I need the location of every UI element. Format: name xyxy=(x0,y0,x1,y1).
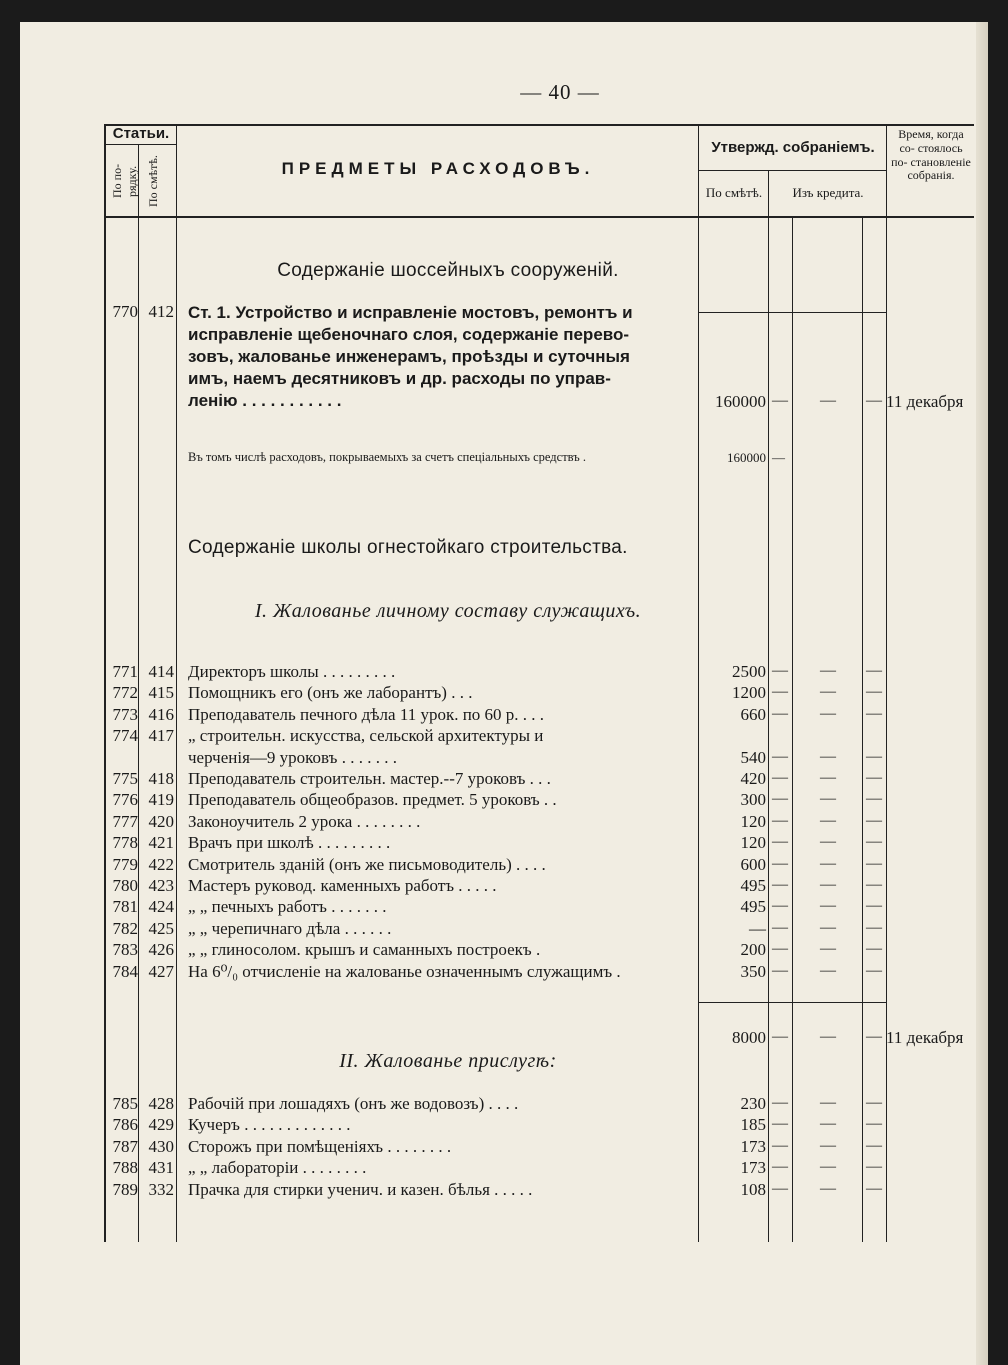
row-description: „ „ черепичнаго дѣла . . . . . . xyxy=(188,918,392,938)
row-number: 771 xyxy=(112,662,138,681)
row-number: 774 xyxy=(112,726,138,746)
row-estimate-number: 414 xyxy=(148,662,174,681)
desc-line: исправленіе щебеночнаго слоя, содержаніе перево- xyxy=(188,325,630,344)
dash: — xyxy=(866,662,882,679)
section1-note: Въ томъ числѣ расходовъ, покрываемыхъ за счетъ спеціальныхъ средствъ . xyxy=(188,450,586,464)
table-row xyxy=(20,790,988,811)
row-estimate-number: 417 xyxy=(148,726,174,746)
row-number: 786 xyxy=(112,1115,138,1135)
table-row xyxy=(20,962,988,983)
row-estimate-number: 423 xyxy=(148,876,174,895)
row-description: Преподаватель строительн. мастер.--7 уроковъ . . . xyxy=(188,769,551,788)
dash: — xyxy=(820,897,836,915)
row-description: „ строительн. искусства, сельской архитектуры и xyxy=(188,726,544,746)
row-amount: 120 xyxy=(740,833,766,853)
dash: — xyxy=(772,769,788,786)
row-description: Рабочій при лошадяхъ (онъ же водовозъ) . . . . xyxy=(188,1094,519,1113)
dash: — xyxy=(866,833,882,851)
dash: — xyxy=(866,1094,882,1111)
dash: — xyxy=(820,1115,836,1133)
row-description: На 6⁰/₀ отчисленіе на жалованье означеннымъ служащимъ . xyxy=(188,961,621,981)
row-amount: 173 xyxy=(740,1158,766,1178)
dash: — xyxy=(820,790,836,808)
table-row xyxy=(20,769,988,790)
dash: — xyxy=(820,1158,836,1176)
header-predmety: ПРЕДМЕТЫ РАСХОДОВЪ. xyxy=(281,159,595,178)
dash: — xyxy=(866,961,882,979)
row-amount: 230 xyxy=(740,1094,766,1113)
row-number: 785 xyxy=(112,1094,138,1113)
dash: — xyxy=(772,1136,788,1154)
table-row xyxy=(20,940,988,961)
row-number: 773 xyxy=(112,704,138,724)
dash: — xyxy=(772,1158,788,1176)
dash: — xyxy=(772,704,788,722)
dash: — xyxy=(772,662,788,679)
table-row xyxy=(20,1180,988,1201)
row-description: Директоръ школы . . . . . . . . . xyxy=(188,662,396,681)
dash: — xyxy=(772,854,788,872)
row-amount: — xyxy=(749,918,766,938)
dash: — xyxy=(866,811,882,829)
subsection-staff-salaries: I. Жалованье личному составу служащихъ. xyxy=(254,600,642,622)
row-amount: 540 xyxy=(740,747,766,767)
row-estimate-number: 332 xyxy=(148,1179,174,1199)
row-estimate-number: 424 xyxy=(148,897,174,917)
table-row xyxy=(20,1115,988,1136)
dash: — xyxy=(772,918,788,936)
header-po-smete: По смѣтѣ. xyxy=(146,155,160,207)
table-row xyxy=(20,705,988,726)
header-iz-kredita: Изъ кредита. xyxy=(792,185,864,200)
dash: — xyxy=(866,918,882,936)
desc-line: Ст. 1. Устройство и исправленіе мостовъ, ремонтъ и xyxy=(188,303,633,322)
dash: — xyxy=(866,897,882,915)
dash: — xyxy=(772,747,788,765)
dash: — xyxy=(772,1115,788,1133)
dash: — xyxy=(820,704,836,722)
desc-line: ленію . . . . . . . . . . . xyxy=(188,391,342,410)
header-po-smete-col: По смѣтѣ. xyxy=(705,185,763,200)
dash: — xyxy=(820,769,836,786)
section-title-roads: Содержаніе шоссейныхъ сооруженій. xyxy=(277,260,619,281)
row-estimate-number: 416 xyxy=(148,704,174,724)
row-amount: 108 xyxy=(740,1179,766,1199)
dash: — xyxy=(820,747,836,765)
dash: — xyxy=(820,918,836,936)
dash: — xyxy=(866,1179,882,1197)
desc-line: зовъ, жалованье инженерамъ, проѣзды и суточныя xyxy=(188,347,630,366)
row-amount: 200 xyxy=(740,940,766,960)
dash: — xyxy=(820,1179,836,1197)
row-number: 782 xyxy=(112,918,138,938)
row-number: 784 xyxy=(112,961,138,981)
table-top-rule xyxy=(104,124,974,126)
dash: — xyxy=(866,392,882,409)
dash: — xyxy=(820,1136,836,1154)
row-number: 787 xyxy=(112,1136,138,1156)
row-estimate-number: 430 xyxy=(148,1136,174,1156)
dash: — xyxy=(866,747,882,765)
header-bottom-rule xyxy=(104,216,974,218)
row-description: Сторожъ при помѣщеніяхъ . . . . . . . . xyxy=(188,1136,452,1156)
row-description: черченія—9 уроковъ . . . . . . . xyxy=(188,747,397,767)
page-number: — 40 — xyxy=(520,80,600,104)
row-number: 781 xyxy=(112,897,138,917)
row-number: 779 xyxy=(112,854,138,874)
row-estimate-number: 420 xyxy=(148,811,174,831)
row-number: 770 xyxy=(112,302,138,321)
row-number: 775 xyxy=(112,769,138,788)
dash: — xyxy=(772,940,788,958)
dash: — xyxy=(772,392,788,409)
row-number: 777 xyxy=(112,811,138,831)
row-description: Преподаватель печного дѣла 11 урок. по 60 р. . . . xyxy=(188,704,545,724)
dash: — xyxy=(866,1158,882,1176)
table-row xyxy=(20,683,988,704)
row-amount: 350 xyxy=(740,961,766,981)
row-amount: 2500 xyxy=(732,662,766,681)
row-description: Прачка для стирки ученич. и казен. бѣлья . . . . . xyxy=(188,1179,533,1199)
row-estimate-number: 421 xyxy=(148,833,174,853)
dash: — xyxy=(772,876,788,893)
row-amount: 495 xyxy=(740,876,766,895)
dash: — xyxy=(772,961,788,979)
dash: — xyxy=(820,833,836,851)
dash: — xyxy=(866,1115,882,1133)
row-amount: 495 xyxy=(740,897,766,917)
row-estimate-number: 425 xyxy=(148,918,174,938)
row-amount: 420 xyxy=(740,769,766,788)
dash: — xyxy=(866,854,882,872)
row-amount: 1200 xyxy=(732,683,766,703)
header-po-poryadku: По по- рядку. xyxy=(110,163,139,199)
row-number: 772 xyxy=(112,683,138,703)
row-estimate-number: 412 xyxy=(148,302,174,321)
dash: — xyxy=(820,876,836,893)
header-vremya: Время, когда со- стоялось по- становленіе собранія. xyxy=(891,127,971,183)
row-amount: 120 xyxy=(740,811,766,831)
row-description: „ „ печныхъ работъ . . . . . . . xyxy=(188,897,387,917)
row-estimate-number: 426 xyxy=(148,940,174,960)
item-770-date: 11 декабря xyxy=(886,392,964,411)
subsection-servants-salaries: II. Жалованье прислугѣ: xyxy=(339,1050,557,1072)
row-amount: 300 xyxy=(740,790,766,810)
dash: — xyxy=(820,854,836,872)
row-number: 780 xyxy=(112,876,138,895)
row-description: Мастеръ руковод. каменныхъ работъ . . . . . xyxy=(188,876,497,895)
row-amount: 173 xyxy=(740,1136,766,1156)
dash: — xyxy=(820,683,836,701)
row-estimate-number: 427 xyxy=(148,961,174,981)
dash: — xyxy=(866,790,882,808)
dash: — xyxy=(772,1094,788,1111)
utverzhd-underline xyxy=(698,170,886,171)
section-title-school: Содержаніе школы огнестойкаго строительства. xyxy=(188,537,628,558)
dash: — xyxy=(866,769,882,786)
header-utverzhd: Утвержд. собраніемъ. xyxy=(711,139,875,156)
row-description: „ „ глиносолом. крышъ и саманныхъ построекъ . xyxy=(188,940,541,960)
row-description: Кучеръ . . . . . . . . . . . . . xyxy=(188,1115,351,1135)
row-number: 783 xyxy=(112,940,138,960)
table-row xyxy=(20,833,988,854)
dash: — xyxy=(820,1094,836,1111)
row-estimate-number: 422 xyxy=(148,854,174,874)
table-row xyxy=(20,919,988,940)
row-description: Преподаватель общеобразов. предмет. 5 уроковъ . . xyxy=(188,790,557,810)
subtotal-staff-date: 11 декабря xyxy=(886,1028,964,1047)
row-estimate-number: 428 xyxy=(148,1094,174,1113)
table-row xyxy=(20,1158,988,1179)
row-number: 776 xyxy=(112,790,138,810)
table-row xyxy=(20,812,988,833)
row-estimate-number: 429 xyxy=(148,1115,174,1135)
dash: — xyxy=(772,683,788,701)
dash: — xyxy=(820,961,836,979)
row-number: 778 xyxy=(112,833,138,853)
dash: — xyxy=(820,1028,836,1045)
dash: — xyxy=(772,1179,788,1197)
dash: — xyxy=(820,811,836,829)
row-amount: 660 xyxy=(740,704,766,724)
row-estimate-number: 419 xyxy=(148,790,174,810)
item-770-amount: 160000 xyxy=(715,392,766,411)
dash: — xyxy=(866,683,882,701)
dash: — xyxy=(820,940,836,958)
statyi-underline xyxy=(104,144,176,145)
subtotal-staff: 8000 xyxy=(732,1028,766,1047)
table-row xyxy=(20,1137,988,1158)
row-estimate-number: 431 xyxy=(148,1158,174,1178)
desc-line: имъ, наемъ десятниковъ и др. расходы по управ- xyxy=(188,369,611,388)
row-description: „ „ лабораторіи . . . . . . . . xyxy=(188,1158,367,1178)
row-description: Помощникъ его (онъ же лаборантъ) . . . xyxy=(188,683,473,703)
table-row xyxy=(20,662,988,683)
header-statyi: Статьи. xyxy=(112,125,170,142)
dash: — xyxy=(772,833,788,851)
dash: — xyxy=(820,392,836,409)
dash: — xyxy=(866,1136,882,1154)
table-row xyxy=(20,726,988,747)
table-row xyxy=(20,897,988,918)
dash: — xyxy=(772,450,785,465)
table-row xyxy=(20,1094,988,1115)
table-row xyxy=(20,876,988,897)
dash: — xyxy=(866,940,882,958)
row-estimate-number: 418 xyxy=(148,769,174,788)
row-estimate-number: 415 xyxy=(148,683,174,703)
dash: — xyxy=(772,1028,788,1045)
dash: — xyxy=(772,790,788,808)
dash: — xyxy=(772,897,788,915)
item-770-description xyxy=(188,302,698,412)
row-number: 789 xyxy=(112,1179,138,1199)
row-description: Врачъ при школѣ . . . . . . . . . xyxy=(188,833,391,853)
row-amount: 185 xyxy=(740,1115,766,1135)
dash: — xyxy=(772,811,788,829)
table-row xyxy=(20,748,988,769)
row-description: Законоучитель 2 урока . . . . . . . . xyxy=(188,811,421,831)
dash: — xyxy=(820,662,836,679)
table-row xyxy=(20,855,988,876)
dash: — xyxy=(866,1028,882,1045)
row-amount: 600 xyxy=(740,854,766,874)
dash: — xyxy=(866,704,882,722)
document-page xyxy=(20,22,988,1365)
dash: — xyxy=(866,876,882,893)
row-number: 788 xyxy=(112,1158,138,1178)
row-description: Смотритель зданій (онъ же письмоводитель) . . . . xyxy=(188,854,546,874)
section1-note-amount: 160000 xyxy=(727,450,766,465)
